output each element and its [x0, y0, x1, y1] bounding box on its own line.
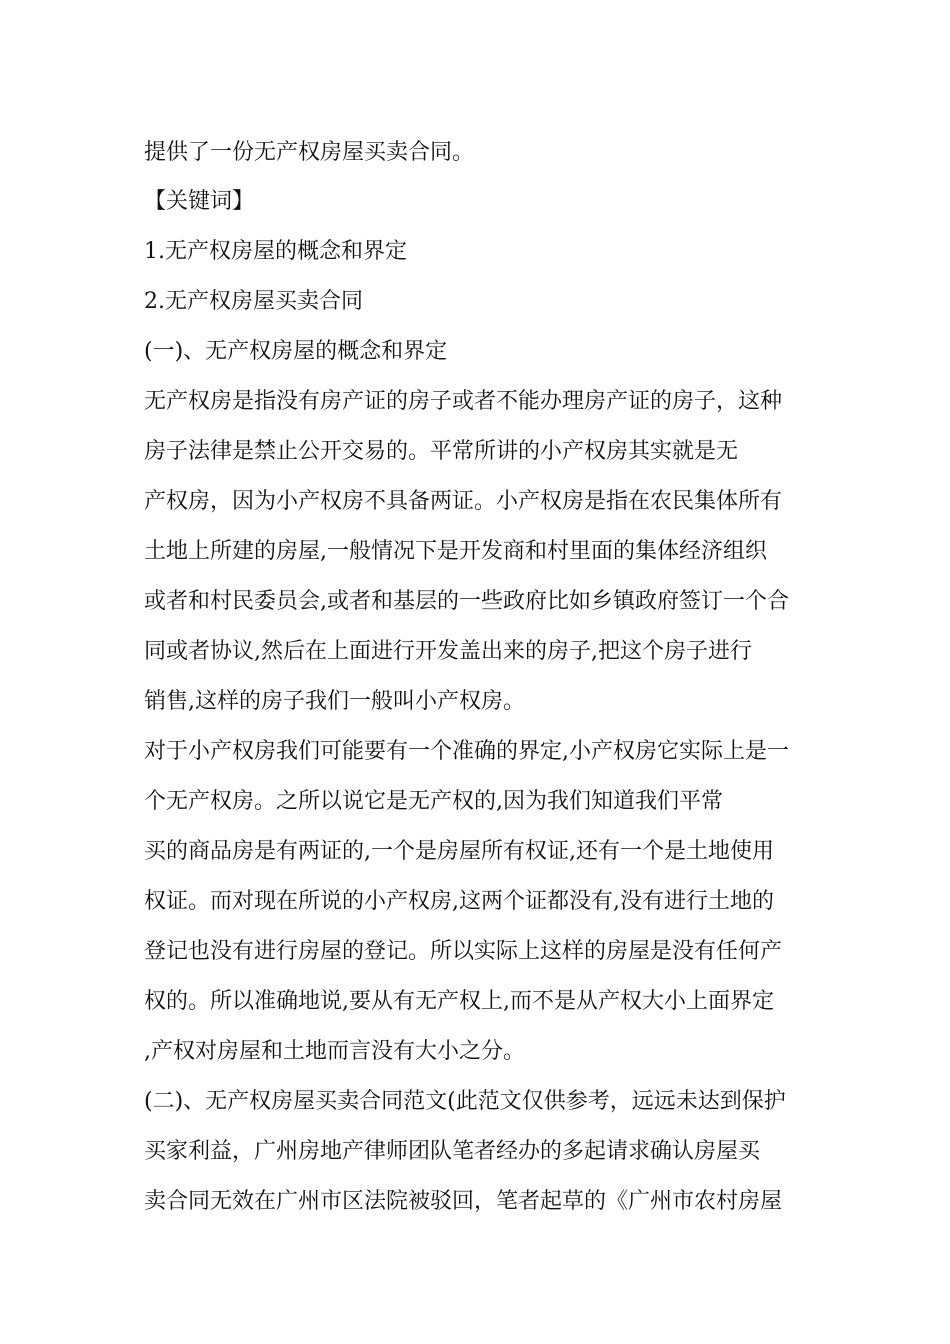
paragraph-1-line-6: 同或者协议,然后在上面进行开发盖出来的房子,把这个房子进行 — [144, 639, 752, 664]
section-heading-2-line-3: 卖合同无效在广州市区法院被驳回，笔者起草的《广州市农村房屋 — [144, 1189, 783, 1214]
paragraph-1-line-3: 产权房，因为小产权房不具备两证。小产权房是指在农民集体所有 — [144, 489, 783, 514]
paragraph-2-line-4: 权证。而对现在所说的小产权房,这两个证都没有,没有进行土地的 — [144, 889, 774, 914]
paragraph-2-line-5: 登记也没有进行房屋的登记。所以实际上这样的房屋是没有任何产 — [144, 939, 783, 964]
paragraph-2-line-7: ,产权对房屋和土地而言没有大小之分。 — [144, 1039, 525, 1064]
text-line-1: 提供了一份无产权房屋买卖合同。 — [144, 140, 475, 165]
paragraph-1-line-1: 无产权房是指没有房产证的房子或者不能办理房产证的房子，这种 — [144, 389, 783, 414]
section-heading-2-line-2: 买家利益，广州房地产律师团队笔者经办的多起请求确认房屋买 — [144, 1139, 761, 1164]
paragraph-2-line-2: 个无产权房。之所以说它是无产权的,因为我们知道我们平常 — [144, 789, 723, 814]
paragraph-2-line-6: 权的。所以准确地说,要从有无产权上,而不是从产权大小上面界定 — [144, 989, 774, 1014]
keyword-item-1: 1.无产权房屋的概念和界定 — [144, 239, 407, 264]
paragraph-2-line-1: 对于小产权房我们可能要有一个准确的界定,小产权房它实际上是一 — [144, 739, 789, 764]
section-heading-2-line-1: (二)、无产权房屋买卖合同范文(此范文仅供参考，远远未达到保护 — [144, 1089, 786, 1114]
paragraph-1-line-5: 或者和村民委员会,或者和基层的一些政府比如乡镇政府签订一个合 — [144, 589, 789, 614]
paragraph-1-line-4: 土地上所建的房屋,一般情况下是开发商和村里面的集体经济组织 — [144, 539, 767, 564]
keywords-heading: 【关键词】 — [144, 189, 255, 214]
paragraph-2-line-3: 买的商品房是有两证的,一个是房屋所有权证,还有一个是土地使用 — [144, 839, 774, 864]
keyword-item-2: 2.无产权房屋买卖合同 — [144, 289, 363, 314]
paragraph-1-line-2: 房子法律是禁止公开交易的。平常所讲的小产权房其实就是无 — [144, 439, 739, 464]
section-heading-1: (一)、无产权房屋的概念和界定 — [144, 339, 448, 364]
paragraph-1-line-7: 销售,这样的房子我们一般叫小产权房。 — [144, 689, 525, 714]
